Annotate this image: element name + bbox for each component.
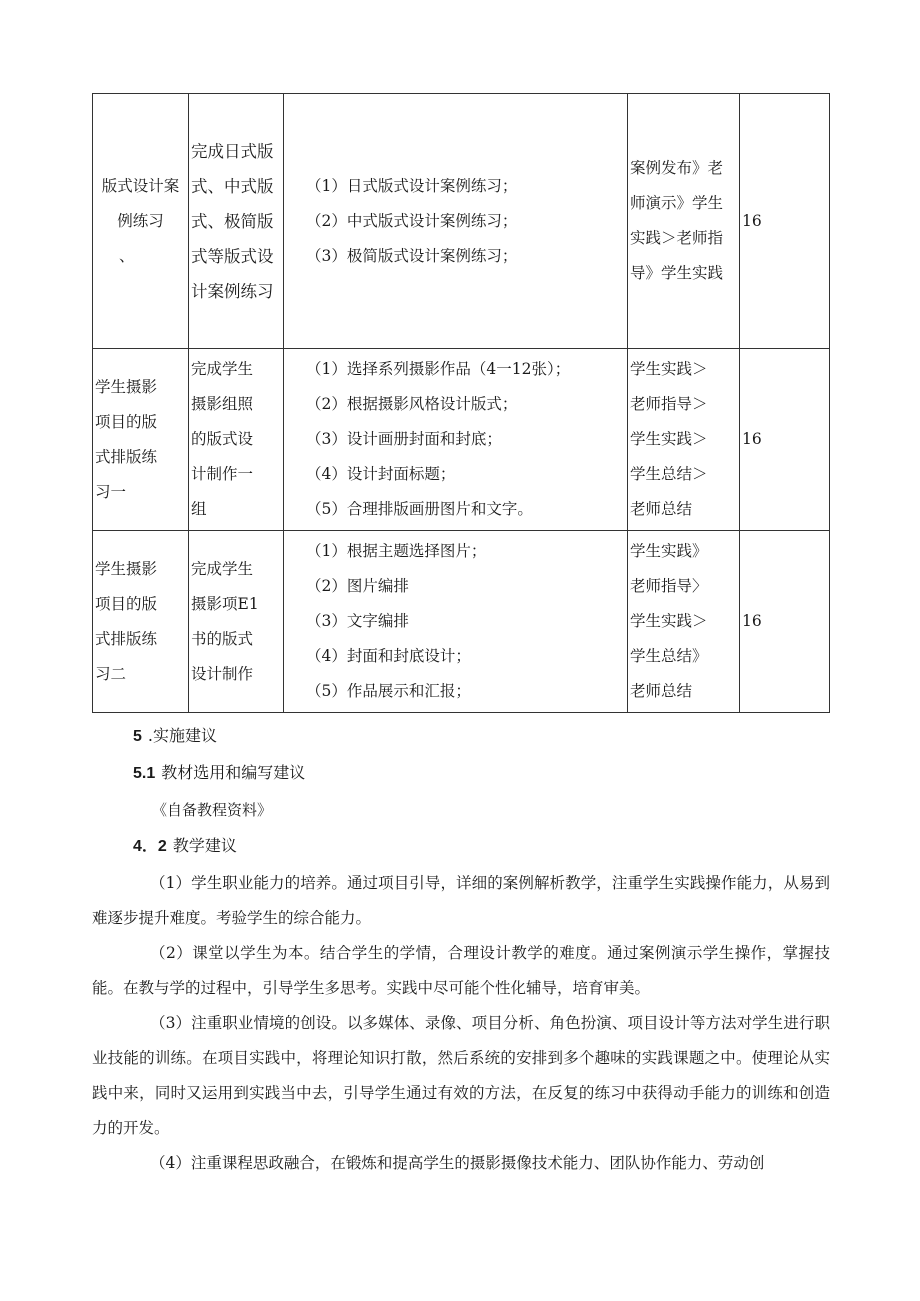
method-line: 学生实践＞ <box>630 612 708 630</box>
content-line: （3）极简版式设计案例练习； <box>306 246 518 265</box>
project-cell <box>93 94 189 349</box>
goal-line: 完成日式版 <box>191 141 274 161</box>
goal-line: 式、中式版 <box>191 176 274 196</box>
method-line: 学生实践＞ <box>630 430 708 448</box>
method-line: 师演示》学生 <box>630 194 724 212</box>
goal-line: 式、极简版 <box>191 211 274 231</box>
project-line: 项目的版 <box>95 594 158 613</box>
content-line: （3）文字编排 <box>306 612 409 630</box>
section-heading-5 <box>133 725 217 748</box>
project-line: 版式设计案 <box>101 176 180 195</box>
textbook-note: 《自备教程资料》 <box>152 801 273 819</box>
goal-line: 组 <box>191 500 207 518</box>
section-heading-5-1 <box>133 762 305 785</box>
section-heading-4-2 <box>133 835 237 858</box>
content-line: （2）中式版式设计案例练习； <box>306 211 518 230</box>
method-line: 学生实践＞ <box>630 360 708 378</box>
method-line: 实践＞老师指 <box>630 229 724 247</box>
goal-line: 计制作一 <box>191 465 254 483</box>
goal-line: 设计制作 <box>191 664 254 683</box>
content-line: （4）封面和封底设计； <box>306 647 471 665</box>
method-line: 老师指导＞ <box>630 395 708 413</box>
project-line: 习二 <box>95 664 127 683</box>
method-cell <box>628 94 740 349</box>
goal-cell <box>189 94 284 349</box>
method-line: 老师指导〉 <box>630 577 708 595</box>
paragraph: （2）课堂以学生为本。结合学生的学情，合理设计教学的难度。通过案例演示学生操作，掌握技能。在教与学的过程中，引导学生多思考。实践中尽可能个性化辅导，培育审美。 <box>92 944 830 997</box>
hours-cell <box>740 349 830 531</box>
content-line: （5）作品展示和汇报； <box>306 682 471 700</box>
hours-value: 16 <box>742 430 762 448</box>
content-cell <box>284 94 628 349</box>
goal-cell <box>189 349 284 531</box>
section-title: .实施建议 <box>147 726 217 745</box>
course-plan-table <box>92 93 830 713</box>
hours-value: 16 <box>742 612 762 630</box>
project-line: 式排版练 <box>95 447 158 466</box>
content-line: （2）图片编排 <box>306 577 409 595</box>
content-line: （1）选择系列摄影作品（4一12张）； <box>306 360 571 378</box>
method-cell <box>628 349 740 531</box>
goal-line: 摄影组照 <box>191 395 254 413</box>
hours-cell <box>740 94 830 349</box>
hours-cell <box>740 531 830 713</box>
section-title: 教材选用和编写建议 <box>161 765 306 782</box>
section-number: 4．2 <box>133 838 167 855</box>
project-cell <box>93 531 189 713</box>
method-line: 学生总结》 <box>630 647 708 665</box>
content-cell <box>284 531 628 713</box>
method-line: 老师总结 <box>630 682 693 700</box>
table-row <box>93 349 830 531</box>
project-line: 例练习 <box>117 211 164 230</box>
method-line: 学生实践》 <box>630 542 708 560</box>
teaching-suggestions <box>92 866 830 1181</box>
section-number: 5.1 <box>133 765 156 782</box>
paragraph: （4）注重课程思政融合，在锻炼和提高学生的摄影摄像技术能力、团队协作能力、劳动创 <box>150 1154 765 1172</box>
section-number: 5 <box>133 728 142 745</box>
content-line: （5）合理排版画册图片和文字。 <box>306 500 533 518</box>
method-line: 导》学生实践 <box>630 264 724 282</box>
method-cell <box>628 531 740 713</box>
content-line: （3）设计画册封面和封底； <box>306 430 502 448</box>
paragraph: （3）注重职业情境的创设。以多媒体、录像、项目分析、角色扮演、项目设计等方法对学生进行职业技能的训练。在项目实践中，将理论知识打散，然后系统的安排到多个趣味的实践课题之中。使理论从实践中来，同时又运用到实践当中去，引导学生通过有效的方法，在反复的练习中获得动手能力的训练和创造力的开发。 <box>92 1014 830 1137</box>
method-line: 老师总结 <box>630 500 693 518</box>
goal-cell <box>189 531 284 713</box>
content-line: （1）日式版式设计案例练习； <box>306 176 518 195</box>
project-line: 项目的版 <box>95 412 158 431</box>
table-row <box>93 94 830 349</box>
hours-value: 16 <box>742 211 762 230</box>
method-line: 学生总结＞ <box>630 465 708 483</box>
content-line: （1）根据主题选择图片； <box>306 542 487 560</box>
content-cell <box>284 349 628 531</box>
goal-line: 式等版式设 <box>191 246 274 266</box>
project-line: 习一 <box>95 482 127 501</box>
goal-line: 书的版式 <box>191 629 254 648</box>
goal-line: 计案例练习 <box>191 281 274 301</box>
content-line: （2）根据摄影风格设计版式； <box>306 395 518 413</box>
project-cell <box>93 349 189 531</box>
goal-line: 完成学生 <box>191 360 254 378</box>
method-line: 案例发布》老 <box>630 159 724 177</box>
project-line: 学生摄影 <box>95 377 158 396</box>
goal-line: 的版式设 <box>191 430 254 448</box>
project-line: 学生摄影 <box>95 559 158 578</box>
goal-line: 摄影项E1 <box>191 594 259 613</box>
project-line: 、 <box>119 246 135 265</box>
section-title: 教学建议 <box>172 836 237 855</box>
goal-line: 完成学生 <box>191 559 254 578</box>
project-line: 式排版练 <box>95 629 158 648</box>
content-line: （4）设计封面标题； <box>306 465 456 483</box>
table-row <box>93 531 830 713</box>
paragraph: （1）学生职业能力的培养。通过项目引导，详细的案例解析教学，注重学生实践操作能力，从易到难逐步提升难度。考验学生的综合能力。 <box>92 874 830 927</box>
